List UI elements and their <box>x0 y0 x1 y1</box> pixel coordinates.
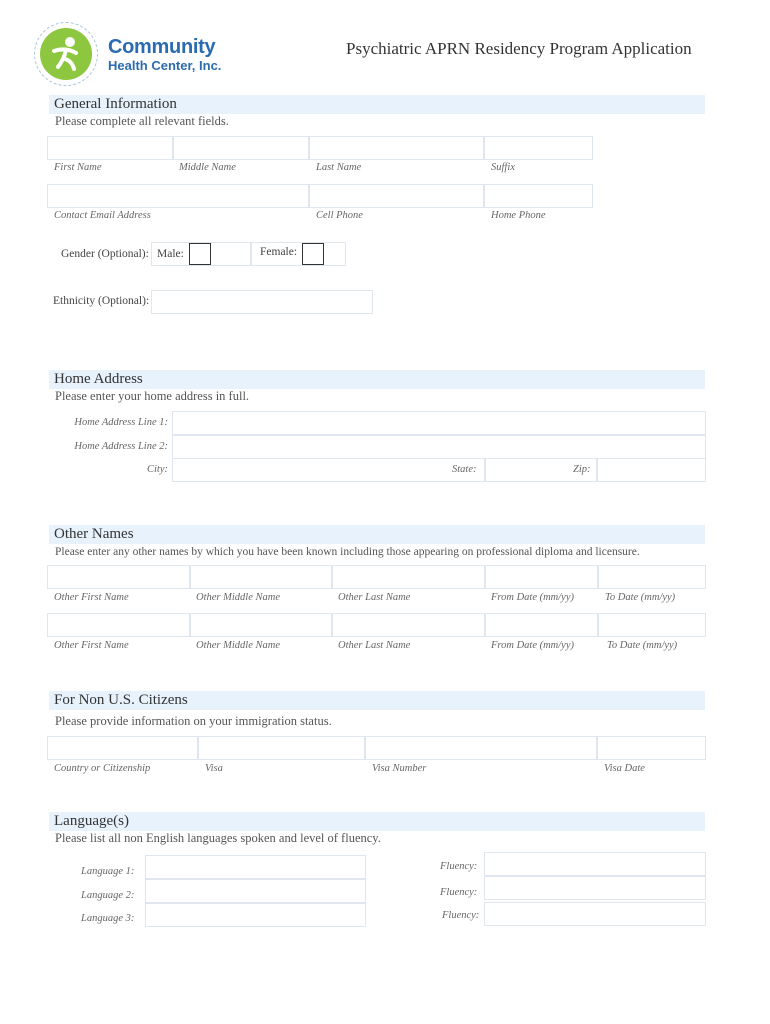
city-field[interactable] <box>172 458 485 482</box>
other-from-date-field[interactable] <box>485 565 598 589</box>
section-home-address-title: Home Address <box>54 371 143 387</box>
middle-name-field[interactable] <box>173 136 309 160</box>
email-label: Contact Email Address <box>54 210 151 221</box>
other-last-name-label: Other Last Name <box>338 640 411 651</box>
other-last-name-field[interactable] <box>332 565 485 589</box>
state-label: State: <box>452 464 477 475</box>
other-from-date-field[interactable] <box>485 613 598 637</box>
male-label: Male: <box>157 248 184 260</box>
fluency-1-label: Fluency: <box>440 861 478 872</box>
first-name-field[interactable] <box>47 136 173 160</box>
language-2-field[interactable] <box>145 879 366 903</box>
other-to-date-label: To Date (mm/yy) <box>607 640 678 651</box>
section-other-names-subtitle: Please enter any other names by which you have been known including those appearing on professional diploma and licensure. <box>55 546 640 558</box>
address-line2-field[interactable] <box>172 435 706 459</box>
middle-name-label: Middle Name <box>179 162 236 173</box>
language-3-field[interactable] <box>145 903 366 927</box>
suffix-field[interactable] <box>484 136 593 160</box>
language-1-field[interactable] <box>145 855 366 879</box>
section-other-names-title: Other Names <box>54 526 134 542</box>
other-first-name-label: Other First Name <box>54 640 129 651</box>
fluency-2-label: Fluency: <box>440 887 478 898</box>
other-from-date-label: From Date (mm/yy) <box>491 640 575 651</box>
cell-phone-label: Cell Phone <box>316 210 363 221</box>
visa-field[interactable] <box>198 736 365 760</box>
other-first-name-field[interactable] <box>47 565 190 589</box>
fluency-3-label: Fluency: <box>442 910 480 921</box>
female-label: Female: <box>260 246 298 258</box>
country-field[interactable] <box>47 736 198 760</box>
other-from-date-label: From Date (mm/yy) <box>491 592 575 603</box>
email-field[interactable] <box>47 184 309 208</box>
other-to-date-label: To Date (mm/yy) <box>605 592 676 603</box>
other-to-date-field[interactable] <box>598 613 706 637</box>
address-line2-label: Home Address Line 2: <box>74 441 168 452</box>
page-title: Psychiatric APRN Residency Program Application <box>346 39 692 58</box>
visa-date-field[interactable] <box>597 736 706 760</box>
section-non-us-header <box>49 691 705 710</box>
other-to-date-field[interactable] <box>598 565 706 589</box>
logo-name: Community <box>108 36 216 58</box>
section-home-address-subtitle: Please enter your home address in full. <box>55 389 250 403</box>
language-1-label: Language 1: <box>81 866 135 877</box>
language-2-label: Language 2: <box>81 890 135 901</box>
other-first-name-label: Other First Name <box>54 592 129 603</box>
visa-date-label: Visa Date <box>604 763 645 774</box>
section-languages-title: Language(s) <box>54 813 129 829</box>
gender-label: Gender (Optional): <box>61 248 149 260</box>
last-name-field[interactable] <box>309 136 484 160</box>
address-line1-field[interactable] <box>172 411 706 435</box>
address-line1-label: Home Address Line 1: <box>74 417 168 428</box>
female-checkbox[interactable] <box>302 243 324 265</box>
section-languages-subtitle: Please list all non English languages spoken and level of fluency. <box>55 831 381 845</box>
section-general-subtitle: Please complete all relevant fields. <box>55 114 229 128</box>
logo-subname: Health Center, Inc. <box>108 58 222 73</box>
other-middle-name-label: Other Middle Name <box>196 592 280 603</box>
other-last-name-label: Other Last Name <box>338 592 411 603</box>
visa-number-field[interactable] <box>365 736 597 760</box>
section-other-names-header <box>49 525 705 544</box>
other-middle-name-field[interactable] <box>190 613 332 637</box>
fluency-1-field[interactable] <box>484 852 706 876</box>
section-home-address-header <box>49 370 705 389</box>
ethnicity-label: Ethnicity (Optional): <box>53 295 150 307</box>
other-middle-name-label: Other Middle Name <box>196 640 280 651</box>
male-checkbox[interactable] <box>189 243 211 265</box>
section-non-us-title: For Non U.S. Citizens <box>54 692 188 708</box>
visa-label: Visa <box>205 763 223 774</box>
country-label: Country or Citizenship <box>54 763 151 774</box>
language-3-label: Language 3: <box>81 913 135 924</box>
other-first-name-field[interactable] <box>47 613 190 637</box>
other-last-name-field[interactable] <box>332 613 485 637</box>
home-phone-label: Home Phone <box>491 210 546 221</box>
suffix-label: Suffix <box>491 162 515 173</box>
first-name-label: First Name <box>54 162 102 173</box>
section-general-header <box>49 95 705 114</box>
last-name-label: Last Name <box>316 162 362 173</box>
fluency-3-field[interactable] <box>484 902 706 926</box>
home-phone-field[interactable] <box>484 184 593 208</box>
cell-phone-field[interactable] <box>309 184 484 208</box>
section-non-us-subtitle: Please provide information on your immigration status. <box>55 714 332 728</box>
zip-field[interactable] <box>597 458 706 482</box>
person-icon <box>46 33 88 75</box>
section-general-title: General Information <box>54 96 177 112</box>
other-middle-name-field[interactable] <box>190 565 332 589</box>
zip-label: Zip: <box>573 464 591 475</box>
fluency-2-field[interactable] <box>484 876 706 900</box>
ethnicity-field[interactable] <box>151 290 373 314</box>
visa-number-label: Visa Number <box>372 763 427 774</box>
section-languages-header <box>49 812 705 831</box>
city-label: City: <box>147 464 168 475</box>
